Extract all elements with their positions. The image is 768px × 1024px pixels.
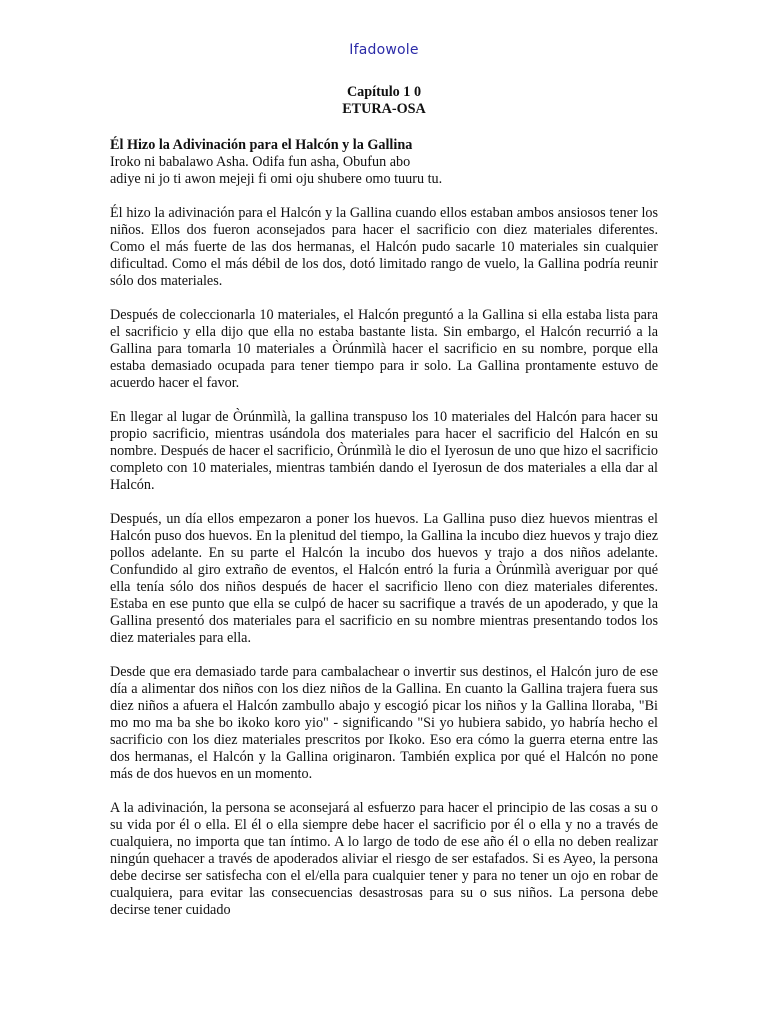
paragraph: Él hizo la adivinación para el Halcón y la Gallina cuando ellos estaban ambos ansiosos tener los niños. Ellos dos fueron aconsejados para hacer el sacrificio con diez materiales diferentes. Como el más fuerte de las dos hermanas, el Halcón pudo sacarle 10 materiales sin cualquier dificultad. Como el más débil de los dos, dotó limitado rango de vuelo, la Gallina podría reunir sólo dos materiales. <box>110 205 658 289</box>
paragraph: Desde que era demasiado tarde para cambalachear o invertir sus destinos, el Halcón juro de ese día a alimentar dos niños con los diez niños de la Gallina. En cuanto la Gallina trajera fuera sus diez niños a afuera el Halcón zambullo abajo y escogió picar los niños y la Gallina lloraba, "Bi mo mo ma ba she bo ikoko koro yio" - significando "Si yo hubiera sabido, yo habría hecho el sacrificio con los diez materiales prescritos por Ikoko. Eso era cómo la guerra eterna entre las dos hermanas, el Halcón y la Gallina originaron. También explica por qué el Halcón no pone más de dos huevos en un momento. <box>110 664 658 782</box>
story-title: Él Hizo la Adivinación para el Halcón y la Gallina <box>110 137 413 153</box>
verse-line: Iroko ni babalawo Asha. Odifa fun asha, Obufun abo <box>110 154 411 170</box>
paragraph: Después, un día ellos empezaron a poner los huevos. La Gallina puso diez huevos mientras el Halcón puso dos huevos. En la plenitud del tiempo, la Gallina la incubo diez huevos y trajo diez pollos adelante. En su parte el Halcón la incubo dos huevos y trajo a dos niños adelante. Confundido al giro extraño de eventos, el Halcón entró la furia a Òrúnmìlà averiguar por qué ella tenía sólo dos niños después de hacer el sacrificio lleno con diez materiales diferentes. Estaba en ese punto que ella se culpó de hacer su sacrifique a través de un apoderado, y que la Gallina presentó dos materiales para el sacrificio en su nombre mientras presentando todos los diez materiales para ella. <box>110 511 658 646</box>
paragraph: Después de coleccionarla 10 materiales, el Halcón preguntó a la Gallina si ella estaba lista para el sacrificio y ella dijo que ella no estaba bastante lista. Sin embargo, el Halcón recurrió a la Gallina para tomarla 10 materiales a Òrúnmìlà hacer el sacrificio en su nombre, porque ella estaba demasiado ocupada para tener tiempo para ir solo. La Gallina prontamente estuvo de acuerdo hacer el favor. <box>110 307 658 391</box>
chapter-title: ETURA-OSA <box>342 101 426 117</box>
document-body <box>110 84 658 919</box>
verse-line: adiye ni jo ti awon mejeji fi omi oju shubere omo tuuru tu. <box>110 171 443 187</box>
site-header: Ifadowole <box>349 42 419 58</box>
chapter-number: Capítulo 1 0 <box>346 84 422 100</box>
paragraph: En llegar al lugar de Òrúnmìlà, la gallina transpuso los 10 materiales del Halcón para hacer su propio sacrificio, mientras usándola dos materiales para hacer el sacrificio del Halcón en su nombre. Después de hacer el sacrificio, Òrúnmìlà le dio el Iyerosun de uno que hizo el sacrificio completo con 10 materiales, mientras también dando el Iyerosun de dos materiales a ella dar al Halcón. <box>110 409 658 493</box>
paragraph: A la adivinación, la persona se aconsejará al esfuerzo para hacer el principio de las cosas a su o su vida por él o ella. El él o ella siempre debe hacer el sacrificio por él o ella y no a través de cualquiera, no importa que tan íntimo. A lo largo de todo de ese año él o ella no deben realizar ningún quehacer a través de apoderados aliviar el riesgo de ser estafados. Si es Ayeo, la persona debe decirse ser satisfecha con el el/ella para cualquier tener y para no tener un ojo en robar de cualquiera, para evitar las consecuencias desastrosas para su o sus niños. La persona debe decirse tener cuidado <box>110 800 658 918</box>
